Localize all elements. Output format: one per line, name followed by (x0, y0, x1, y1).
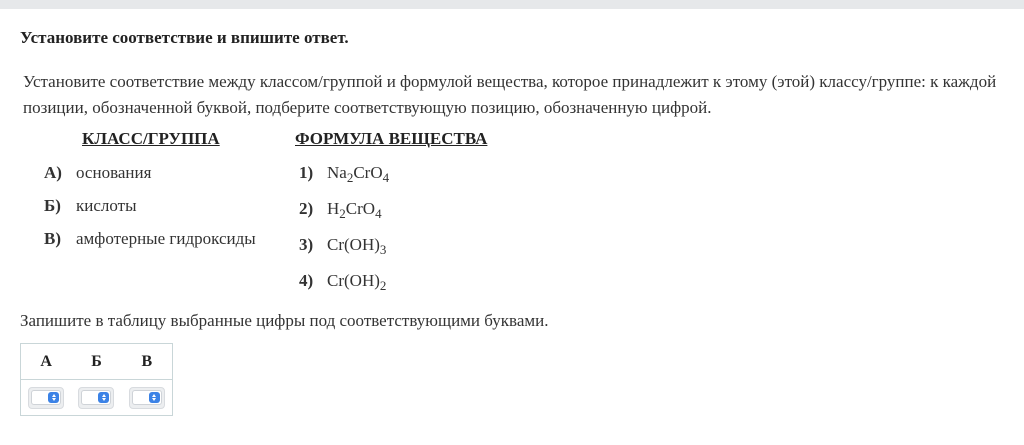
class-item-a (44, 163, 151, 183)
chevron-up-down-icon (48, 392, 59, 403)
answer-instruction: Запишите в таблицу выбранные цифры под соответствующими буквами. (20, 311, 549, 330)
item-key: 4) (299, 271, 314, 290)
answer-table (20, 343, 173, 416)
chevron-up-down-icon (98, 392, 109, 403)
task-title: Установите соответствие и впишите ответ. (20, 28, 349, 47)
item-key: 2) (299, 199, 314, 218)
left-column-header: КЛАСС/ГРУППА (82, 129, 220, 148)
formula: $Cr(OH)_3$ (327, 235, 387, 257)
answer-header-v: В (141, 352, 153, 370)
formula-item-2 (299, 199, 382, 219)
formula-item-3 (299, 235, 386, 255)
item-key: Б) (44, 196, 61, 215)
answer-select-a[interactable] (28, 387, 64, 409)
answer-table-row (21, 380, 172, 415)
item-key: 1) (299, 163, 314, 182)
answer-select-b[interactable] (78, 387, 114, 409)
formula-item-4 (299, 271, 386, 291)
formula: $Cr(OH)_2$ (327, 271, 387, 293)
answer-header-a: А (40, 352, 52, 370)
class-item-b (44, 196, 137, 216)
formula: $Na_2CrO_4$ (327, 163, 390, 185)
item-text: основания (76, 163, 152, 182)
item-key: В) (44, 229, 61, 248)
answer-header-b: Б (91, 352, 102, 370)
item-key: А) (44, 163, 62, 182)
item-text: кислоты (76, 196, 137, 215)
right-column-header: ФОРМУЛА ВЕЩЕСТВА (295, 129, 488, 148)
item-text: амфотерные гидроксиды (76, 229, 256, 248)
top-bar (0, 0, 1024, 9)
item-key: 3) (299, 235, 314, 254)
class-item-v (44, 229, 256, 249)
formula-item-1 (299, 163, 389, 183)
task-description: Установите соответствие между классом/группой и формулой вещества, которое принадлежит к этому (этой) классу/группе: к каждой позиции, обозначенной буквой, подберите соответствующую позицию, обозначенную цифрой. (23, 72, 997, 117)
answer-select-v[interactable] (129, 387, 165, 409)
formula: $H_2CrO_4$ (327, 199, 382, 221)
chevron-up-down-icon (149, 392, 160, 403)
answer-table-header (21, 344, 172, 380)
